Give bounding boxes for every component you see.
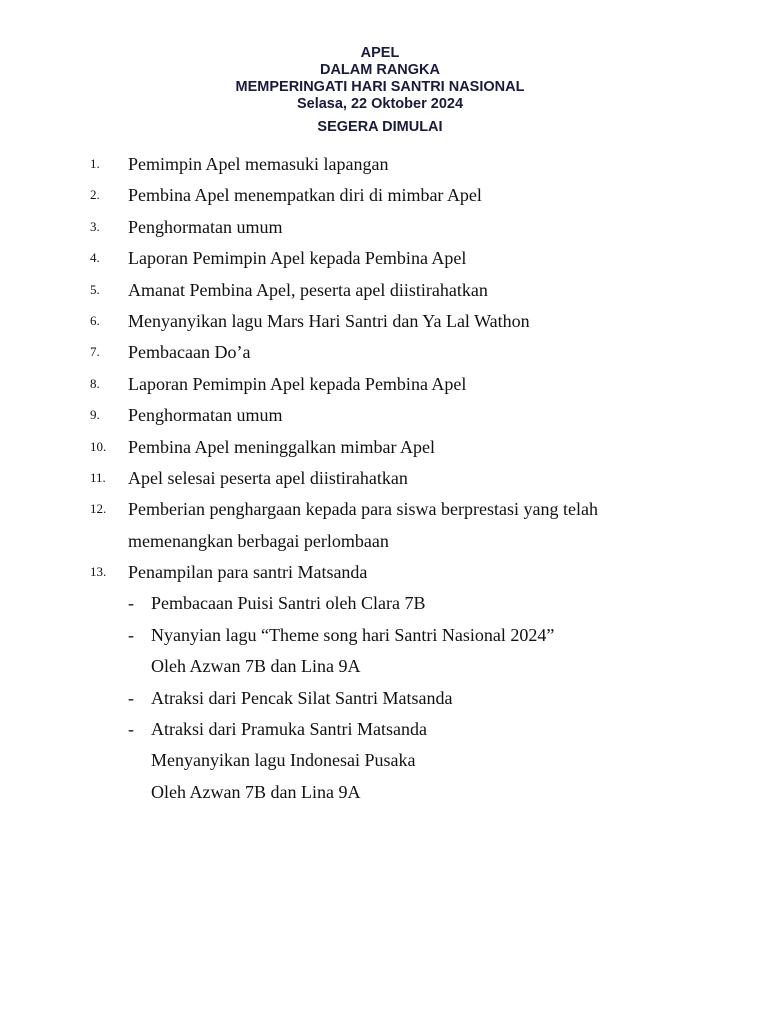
item-text: Amanat Pembina Apel, peserta apel diistirahatkan — [128, 279, 488, 300]
list-item — [0, 150, 768, 181]
header-title: APEL — [360, 45, 400, 61]
item-text: Menyanyikan lagu Mars Hari Santri dan Ya Lal Wathon — [128, 310, 530, 331]
item-text: Pemimpin Apel memasuki lapangan — [128, 154, 389, 174]
list-item — [0, 464, 768, 495]
list-item — [0, 338, 768, 369]
item-text: Pembina Apel menempatkan diri di mimbar Apel — [128, 185, 482, 206]
sub-list-item — [0, 589, 768, 620]
header-subtitle: DALAM RANGKA — [319, 62, 440, 78]
sub-list-item-continuation — [0, 652, 768, 683]
sub-item-text: Atraksi dari Pramuka Santri Matsanda — [151, 719, 427, 740]
item-number: 7. — [90, 344, 100, 360]
list-item — [0, 276, 768, 307]
sub-item-text-continuation: Menyanyikan lagu Indonesai Pusaka — [151, 750, 416, 771]
list-item — [0, 181, 768, 212]
header-date: Selasa, 22 Oktober 2024 — [296, 96, 464, 112]
sub-item-text: Pembacaan Puisi Santri oleh Clara 7B — [151, 593, 426, 614]
item-number: 8. — [90, 375, 100, 391]
dash-bullet: - — [128, 719, 134, 740]
list-item — [0, 558, 768, 589]
sub-list-item — [0, 621, 768, 652]
list-item — [0, 244, 768, 275]
item-text: Pembacaan Do’a — [128, 342, 251, 363]
item-text: Laporan Pemimpin Apel kepada Pembina Apel — [128, 373, 467, 394]
header-status: SEGERA DIMULAI — [317, 119, 443, 135]
item-number: 1. — [90, 156, 100, 171]
sub-item-text: Nyanyian lagu “Theme song hari Santri Nasional 2024” — [151, 624, 555, 645]
document-header — [0, 45, 760, 136]
header-event-name: MEMPERINGATI HARI SANTRI NASIONAL — [235, 79, 525, 95]
sub-list-item — [0, 684, 768, 715]
item-text: Apel selesai peserta apel diistirahatkan — [128, 467, 408, 488]
item-text: Pembina Apel meninggalkan mimbar Apel — [128, 436, 435, 457]
sub-item-text-continuation: Oleh Azwan 7B dan Lina 9A — [151, 781, 361, 802]
item-number: 4. — [90, 250, 100, 266]
agenda-list — [0, 150, 768, 809]
list-item — [0, 495, 768, 526]
item-number: 2. — [90, 187, 100, 203]
item-number: 10. — [90, 438, 107, 454]
item-number: 3. — [90, 218, 100, 234]
list-item — [0, 370, 768, 401]
list-item-continuation — [0, 527, 768, 558]
sub-item-text-continuation: Oleh Azwan 7B dan Lina 9A — [151, 656, 361, 677]
item-text: Penampilan para santri Matsanda — [128, 562, 368, 583]
list-item — [0, 307, 768, 338]
dash-bullet: - — [128, 624, 134, 645]
dash-bullet: - — [128, 593, 134, 614]
sub-list-item-continuation — [0, 746, 768, 777]
item-text: Penghormatan umum — [128, 216, 283, 237]
list-item — [0, 433, 768, 464]
item-number: 11. — [90, 469, 106, 485]
item-text: Penghormatan umum — [128, 405, 283, 426]
item-number: 5. — [90, 281, 100, 297]
item-number: 12. — [90, 501, 107, 517]
sub-list-item — [0, 715, 768, 746]
list-item — [0, 401, 768, 432]
item-text: Laporan Pemimpin Apel kepada Pembina Apel — [128, 248, 467, 269]
item-number: 6. — [90, 312, 100, 328]
sub-item-text: Atraksi dari Pencak Silat Santri Matsanda — [151, 687, 453, 708]
item-text: Pemberian penghargaan kepada para siswa berprestasi yang telah — [128, 499, 598, 520]
item-text-continuation: memenangkan berbagai perlombaan — [128, 530, 389, 551]
item-number: 9. — [90, 407, 100, 423]
list-item — [0, 213, 768, 244]
dash-bullet: - — [128, 687, 134, 708]
sub-list-item-continuation — [0, 778, 768, 809]
item-number: 13. — [90, 564, 107, 580]
